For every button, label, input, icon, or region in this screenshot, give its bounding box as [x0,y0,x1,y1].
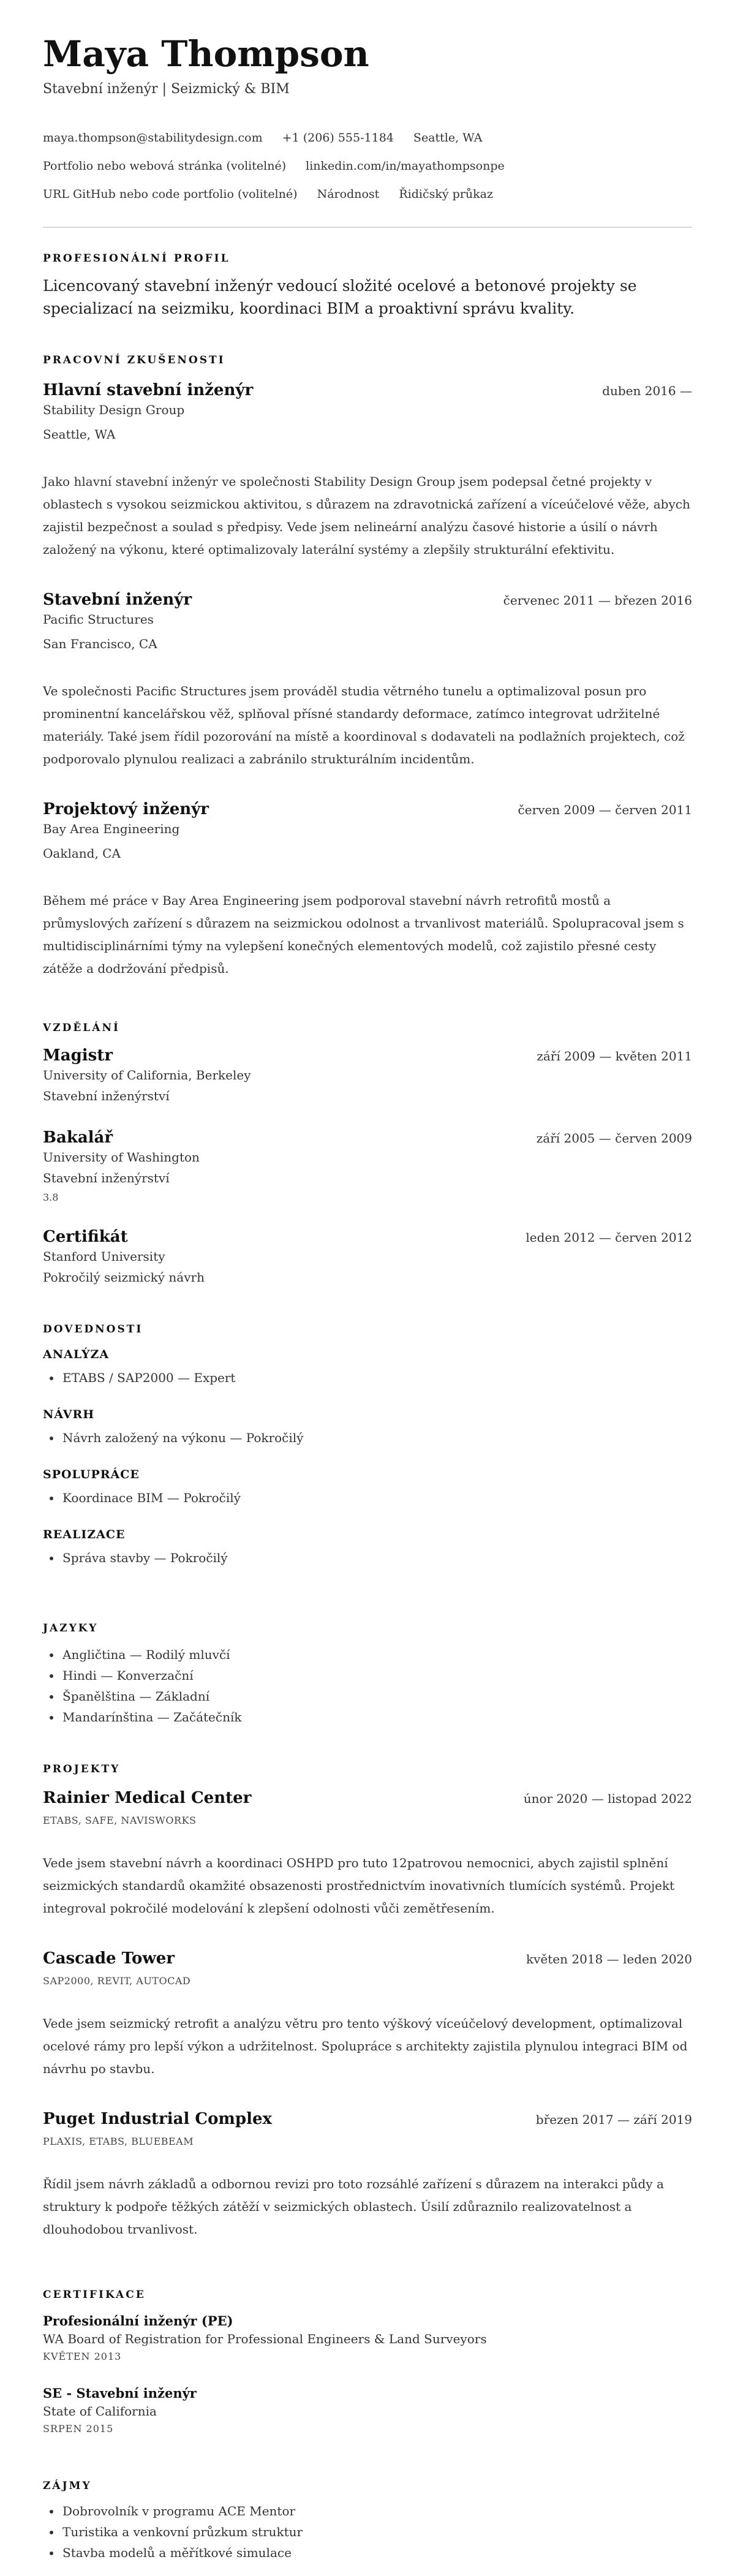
linkedin-link[interactable]: linkedin.com/in/mayathompsonpe [306,159,505,173]
certification-issuer: WA Board of Registration for Professional Engineers & Land Surveyors [43,2332,487,2346]
job-date: červen 2009 — červen 2011 [518,803,692,817]
section-title-certifications: CERTIFIKACE [43,2289,146,2301]
section-title-education: VZDĚLÁNÍ [43,1022,120,1034]
education-date: září 2005 — červen 2009 [536,1131,692,1146]
skill-category-name: NÁVRH [43,1408,95,1421]
job-entry [43,800,692,980]
job-company: Pacific Structures [43,612,154,627]
field-of-study: Pokročilý seizmický návrh [43,1270,205,1285]
language-item: • Angličtina — Rodilý mluvčí [61,1644,692,1665]
job-title: Stavební inženýr [43,591,192,609]
interest-item: • Stavba modelů a měřítkové simulace [61,2542,692,2563]
job-location: Seattle, WA [43,427,116,442]
school: University of Washington [43,1150,200,1165]
skill-category [43,1528,692,1568]
project-description: Vede jsem stavební návrh a koordinaci OSHPD pro tuto 12patrovou nemocnici, abych zajistil splnění seizmických standardů okamžité obsazenosti prostřednictvím inovativních tlumících systémů. Projekt integroval pokročilé modelování k zlepšení odolnosti vůči zemětřesením. [43,1856,675,1916]
section-title-profile: PROFESIONÁLNÍ PROFIL [43,252,230,265]
section-title-experience: PRACOVNÍ ZKUŠENOSTI [43,354,225,366]
section-title-projects: PROJEKTY [43,1763,121,1775]
skill-category-name: ANALÝZA [43,1348,110,1361]
field-of-study: Stavební inženýrství [43,1171,170,1185]
education-date: září 2009 — květen 2011 [537,1049,692,1063]
language-item: • Španělština — Základní [61,1686,692,1707]
phone: +1 (206) 555-1184 [282,131,394,145]
project-date: květen 2018 — leden 2020 [526,1952,692,1966]
email-link[interactable]: maya.thompson@stabilitydesign.com [43,131,263,145]
job-description: Během mé práce v Bay Area Engineering jsem podporoval stavební návrh retrofitů mostů a průmyslových zařízení s důrazem na seizmickou odolnost a trvanlivost materiálů. Spolupracoval jsem s multidisciplinárními týmy na vylepšení konečných elementových modelů, což zajistilo přesné cesty zátěže a dodržování předpisů. [43,893,684,976]
field-of-study: Stavební inženýrství [43,1089,170,1103]
project-date: březen 2017 — září 2019 [535,2112,692,2127]
gpa: 3.8 [43,1192,59,1203]
headline: Stavební inženýr | Seizmický & BIM [43,81,290,97]
skill-category-name: REALIZACE [43,1528,126,1541]
candidate-name: Maya Thompson [43,33,369,75]
job-location: San Francisco, CA [43,636,157,651]
certification-issuer: State of California [43,2404,157,2419]
job-description: Ve společnosti Pacific Structures jsem prováděl studia větrného tunelu a optimalizoval posun pro prominentní kancelářskou věž, splňoval přísné standardy deformace, zatímco integrovat udržitelné materiály. Také jsem řídil pozorování na místě a koordinoval s dodavateli na podlažních projektech, což podporovalo plynulou realizaci a zabránilo strukturálním incidentům. [43,684,685,766]
job-entry [43,381,692,561]
skill-item: • ETABS / SAP2000 — Expert [61,1367,692,1388]
job-title: Projektový inženýr [43,800,209,818]
degree: Bakalář [43,1128,113,1147]
portfolio-link[interactable]: Portfolio nebo webová stránka (volitelné) [43,159,287,173]
skill-category [43,1468,692,1508]
certification-date: KVĚTEN 2013 [43,2351,122,2362]
project-entry [43,1949,692,2080]
contact-row-1 [43,125,692,151]
school: Stanford University [43,1249,165,1264]
job-entry [43,591,692,771]
job-company: Stability Design Group [43,402,185,417]
project-description: Vede jsem seizmický retrofit a analýzu větru pro tento výškový víceúčelový development, optimalizoval ocelové rámy pro lepší výkon a udržitelnost. Spolupráce s architekty zajistila plynulou integraci BIM od návrhu po stavbu. [43,2016,688,2076]
github-link[interactable]: URL GitHub nebo code portfolio (volitelné) [43,187,298,201]
project-date: únor 2020 — listopad 2022 [523,1791,692,1806]
interests-section [43,2480,692,2563]
certification-date: SRPEN 2015 [43,2423,114,2434]
project-name: Cascade Tower [43,1949,175,1968]
job-date: duben 2016 — [602,383,692,398]
contact-row-2 [43,153,692,179]
degree: Certifikát [43,1228,128,1246]
contact-row-3 [43,181,692,207]
project-entry [43,2110,692,2241]
project-name: Rainier Medical Center [43,1789,252,1807]
project-tech: PLAXIS, ETABS, BLUEBEAM [43,2136,194,2147]
education-entry [43,1046,692,1106]
degree: Magistr [43,1046,113,1065]
education-date: leden 2012 — červen 2012 [526,1230,692,1245]
job-company: Bay Area Engineering [43,822,180,836]
skill-category [43,1348,692,1388]
school: University of California, Berkeley [43,1068,251,1082]
project-entry [43,1789,692,1920]
profile-text: Licencovaný stavební inženýr vedoucí složité ocelové a betonové projekty se specializací na seizmiku, koordinaci BIM a proaktivní správu kvality. [43,277,637,317]
education-entry [43,1128,692,1207]
nationality: Národnost [317,187,380,201]
job-title: Hlavní stavební inženýr [43,381,254,399]
project-description: Řídil jsem návrh základů a odbornou revizi pro toto rozsáhlé zařízení s důrazem na interakci půdy a struktury k podpoře těžkých zátěží v seizmických oblastech. Úsilí zdůraznilo realizovatelnost a dlouhodobou trvanlivost. [43,2177,664,2237]
section-title-interests: ZÁJMY [43,2480,92,2492]
project-tech: ETABS, SAFE, NAVISWORKS [43,1815,197,1826]
skill-category-name: SPOLUPRÁCE [43,1468,140,1481]
project-name: Puget Industrial Complex [43,2110,273,2128]
languages-section [43,1622,692,1728]
certification-name: Profesionální inženýr (PE) [43,2313,233,2329]
job-location: Oakland, CA [43,846,121,861]
certification-entry [43,2385,692,2436]
section-title-skills: DOVEDNOSTI [43,1323,143,1335]
job-date: červenec 2011 — březen 2016 [503,593,692,608]
project-tech: SAP2000, REVIT, AUTOCAD [43,1975,191,1987]
certification-entry [43,2313,692,2364]
language-item: • Hindi — Konverzační [61,1665,692,1686]
location: Seattle, WA [413,131,483,145]
header [43,32,692,99]
certification-name: SE - Stavební inženýr [43,2385,197,2401]
language-item: • Mandarínština — Začátečník [61,1707,692,1728]
profile-section [43,252,692,320]
skill-item: • Návrh založený na výkonu — Pokročilý [61,1427,692,1448]
interest-item: • Dobrovolník v programu ACE Mentor [61,2501,692,2521]
skill-item: • Správa stavby — Pokročilý [61,1547,692,1568]
skill-category [43,1408,692,1448]
interest-item: • Turistika a venkovní průzkum struktur [61,2521,692,2542]
skill-item: • Koordinace BIM — Pokročilý [61,1487,692,1508]
drivers-license: Řidičský průkaz [399,187,493,201]
section-title-languages: JAZYKY [43,1622,99,1634]
education-entry [43,1228,692,1288]
job-description: Jako hlavní stavební inženýr ve společnosti Stability Design Group jsem podepsal četné projekty v oblastech s vysokou seizmickou aktivitou, s důrazem na zdravotnická zařízení a víceúčelové věže, abych zajistil bezpečnost a soulad s předpisy. Vede jsem nelineární analýzu časové historie a úsilí o návrh založený na výkonu, které optimalizovaly laterální systémy a zlepšily strukturální efektivitu. [43,474,690,557]
header-divider [43,227,692,228]
